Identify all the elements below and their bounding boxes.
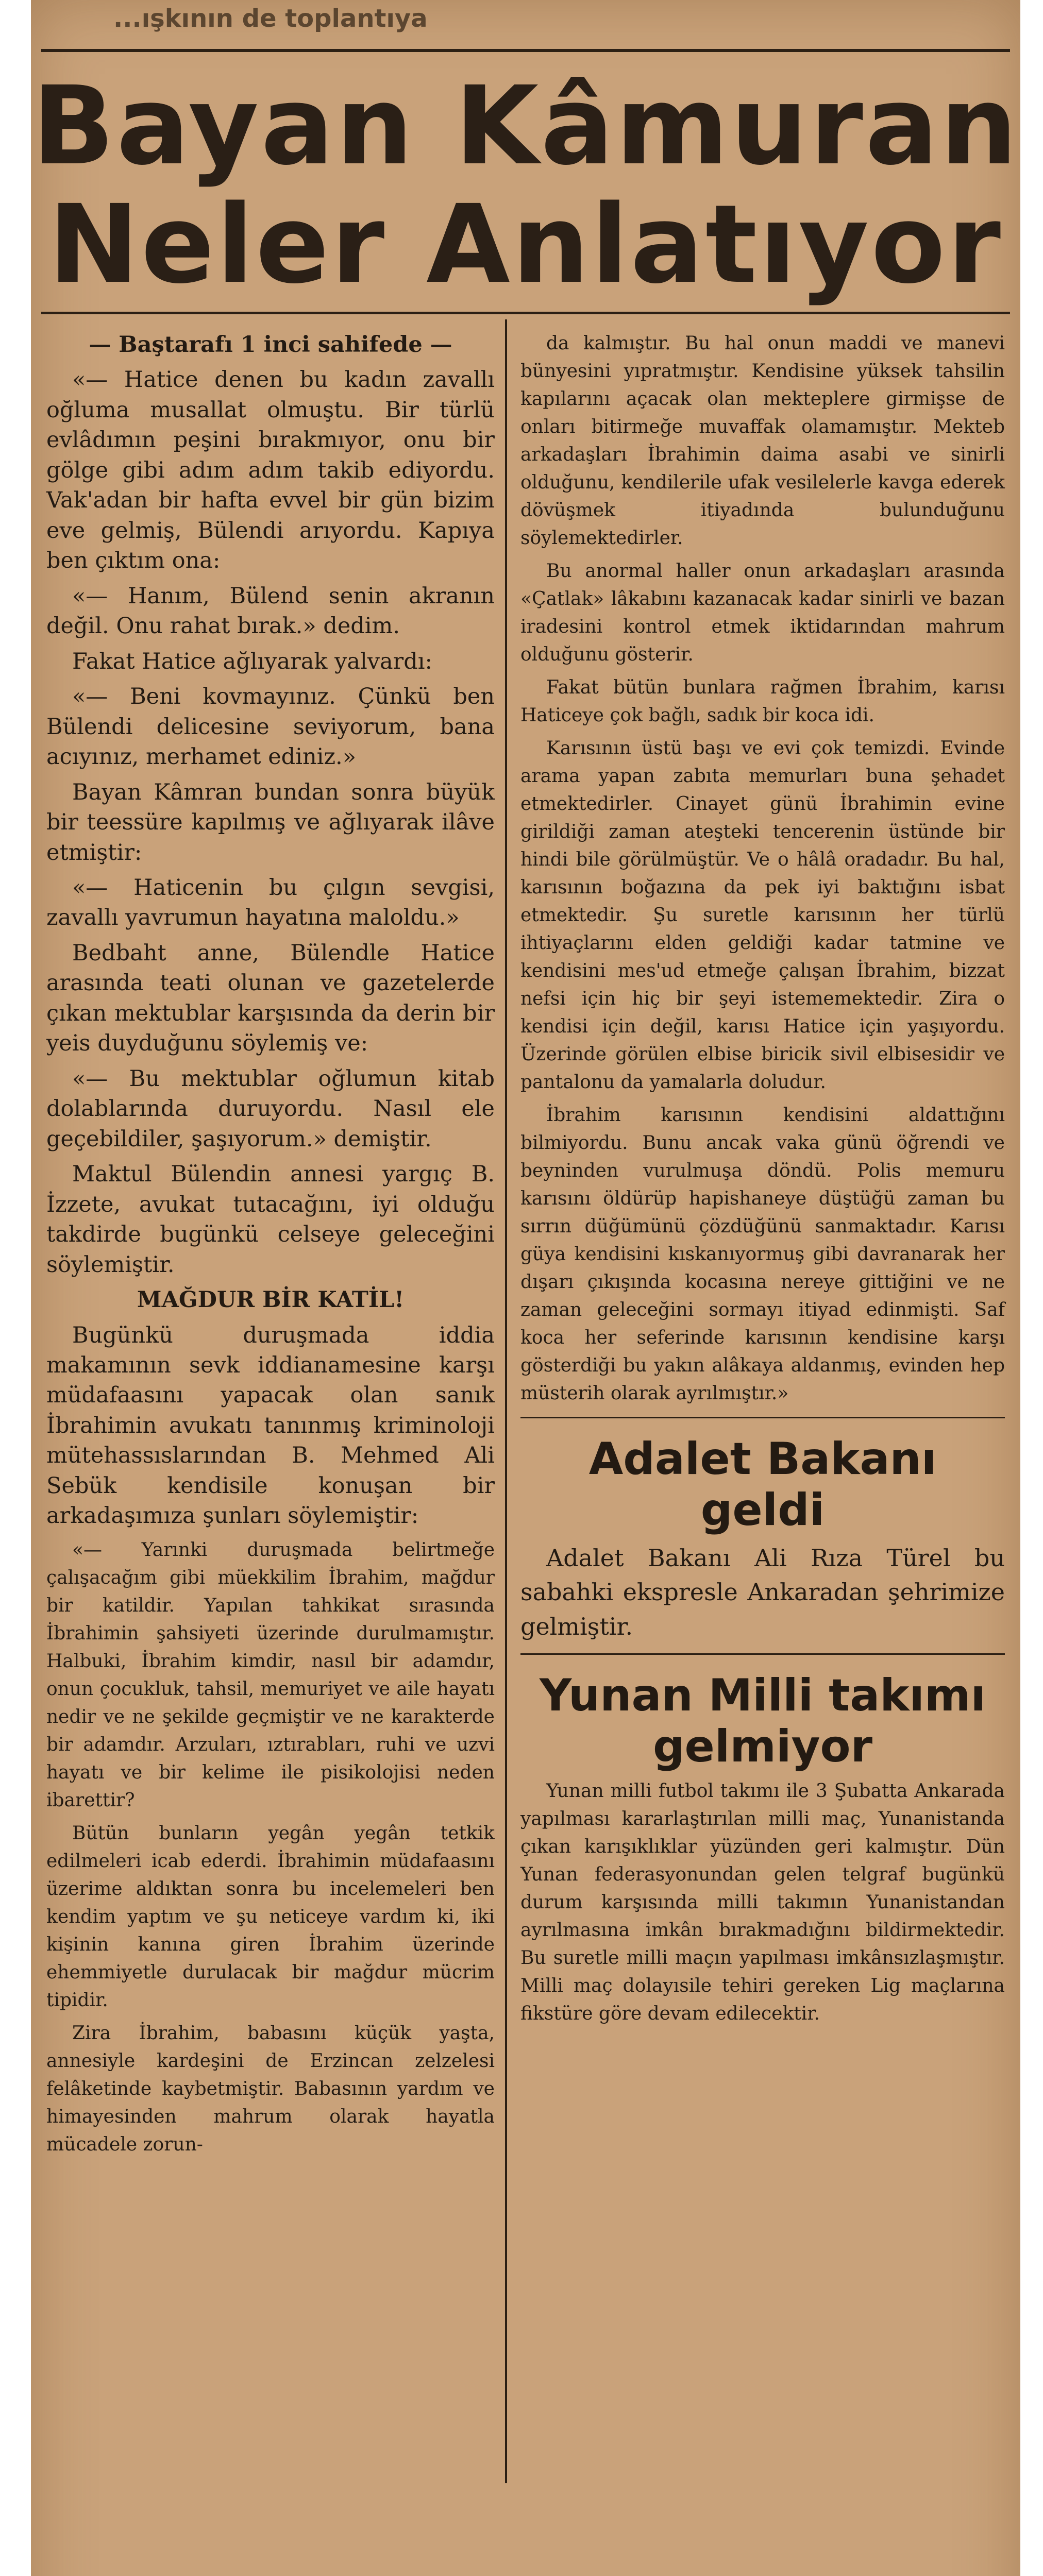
section-body-adalet: Adalet Bakanı Ali Rıza Türel bu sabahki ekspresle Ankaradan şehrimize gelmiştir. [520,1544,1005,1641]
right-column-paragraph: Fakat bütün bunlara rağmen İbrahim, karısı Haticeye çok bağlı, sadık bir koca idi. [520,677,1005,726]
left-column [46,330,495,2164]
right-column-paragraphs [520,330,1005,1408]
headline-rule [41,312,1010,314]
left-column-paragraph: «— Yarınki duruşmada belirtmeğe çalışacağım gibi müekkilim İbrahim, mağdur bir katildir. Yapılan tahkikat sırasında İbrahimin şahsiyeti üzerinde durulmamıştır. Halbuki, İbrahim kimdir, nasıl bir adamdır, onun çocukluk, tahsil, memuriyet ve aile hayatı nedir ve ne şekilde geçmiştir ve ne karakterde bir adamdır. Arzuları, ıztırabları, ruhi ve uzvi hayatı ve bir kelime ile pisikolojisi neden ibarettir? [46,1539,495,1811]
right-column-paragraph: Karısının üstü başı ve evi çok temizdi. Evinde arama yapan zabıta memurları buna şehadet etmektedirler. Cinayet günü İbrahimin evine girildiği zaman ateşteki tencerenin üstünde bir hindi bile görülmüştür. Ve o hâlâ oradadır. Bu hal, karısının boğazına da pek iyi baktığını isbat etmektedir. Şu suretle karısının her türlü ihtiyaçlarını elden geldiği kadar tatmine ve kendisini mes'ud etmeğe çalışan İbrahim, bizzat nefsi için hiç bir şeyi istememektedir. Zira o kendisi için değil, karısı Hatice için yaşıyordu. Üzerinde görülen elbise biricik sivil elbisesidir ve pantalonu da yamalarla doludur. [520,738,1005,1093]
left-column-paragraph: — Baştarafı 1 inci sahifede — [89,332,452,358]
left-column-paragraph: «— Hatice denen bu kadın zavallı oğluma musallat olmuştu. Bir türlü evlâdımın peşini bırakmıyor, onu bir gölge gibi adım adım takib ediyordu. Vak'adan bir hafta evvel bir gün bizim eve gelmiş, Bülendi arıyordu. Kapıya ben çıktım ona: [46,367,495,574]
left-column-paragraph: Bedbaht anne, Bülendle Hatice arasında teati olunan ve gazetelerde çıkan mektublar karşısında da derin bir yeis duyduğunu söylemiş ve: [46,940,495,1057]
top-rule [41,49,1010,52]
headline-line-1: Bayan Kâmuran [31,63,1020,189]
section-separator [520,1417,1005,1418]
left-column-paragraph: Maktul Bülendin annesi yargıç B. İzzete, avukat tutacağını, iyi olduğu takdirde bugünkü celseye geleceğini söylemiştir. [46,1161,495,1278]
right-column-paragraph: da kalmıştır. Bu hal onun maddi ve manevi bünyesini yıpratmıştır. Kendisine yüksek tahsilin kapılarını açacak olan mekteplere girmişse de onları bitirmeğe muvaffak olamamıştır. Mekteb arkadaşları İbrahimin daima asabi ve sinirli olduğunu, kendilerile ufak vesilelerle kavga ederek dövüşmek itiyadında bulunduğunu söylemektedirler. [520,333,1005,549]
left-column-paragraph: Bütün bunların yegân yegân tetkik edilmeleri icab ederdi. İbrahimin müdafaasını üzerime aldıktan sonra bu incelemeleri ben kendim yaptım ve şu neticeye vardım ki, iki kişinin kanına giren İbrahim üzerinde ehemmiyetle durulacak bir mağdur mücrim tipidir. [46,1822,495,2011]
right-column-paragraph: Bu anormal haller onun arkadaşları arasında «Çatlak» lâkabını kazanacak kadar sinirli ve bazan iradesini kontrol etmek iktidarından mahrum olduğunu gösterir. [520,561,1005,665]
right-column-paragraph: İbrahim karısının kendisini aldattığını bilmiyordu. Bunu ancak vaka günü öğrendi ve beyninden vurulmuşa döndü. Polis memuru karısını öldürüp hapishaneye düştüğü zaman bu sırrın düğümünü çözdüğünü sanmaktadır. Karısı güya kendisini kıskanıyormuş gibi davranarak her dışarı çıkışında kocasına nereye gittiğini ve ne zaman geleceğini sormayı itiyad edinmişti. Saf koca her seferinde karısının kendisine karşı gösterdiği bu yakın alâkaya aldanmış, evinden hep müsterih olarak ayrılmıştır.» [520,1105,1005,1404]
left-column-paragraph: «— Haticenin bu çılgın sevgisi, zavallı yavrumun hayatına maloldu.» [46,874,495,931]
section-body-yunan: Yunan milli futbol takımı ile 3 Şubatta Ankarada yapılması kararlaştırılan milli maç, Yunanistanda çıkan karışıklıklar yüzünden geri kalmıştır. Dün Yunan federasyonundan gelen telgraf bugünkü durum karşısında milli takımın Yunanistandan ayrılmasına imkân bırakmadığını bildirmektedir. Bu suretle milli maçın yapılması imkânsızlaşmıştır. Milli maç dolayısile tehiri gereken Lig maçlarına fikstüre göre devam edilecektir. [520,1780,1005,2024]
left-column-paragraph: Bugünkü duruşmada iddia makamının sevk iddianamesine karşı müdafaasını yapacak olan sanık İbrahimin avukatı tanınmış kriminoloji mütehassıslarından B. Mehmed Ali Sebük kendisile konuşan bir arkadaşımıza şunları söylemiştir: [46,1322,495,1529]
top-strip-text: ...ışkının de toplantıya [113,4,428,33]
section-separator-2 [520,1653,1005,1655]
column-divider [505,319,507,2483]
left-column-paragraph: «— Bu mektublar oğlumun kitab dolablarında duruyordu. Nasıl ele geçebildiler, şaşıyorum.» demiştir. [46,1065,495,1152]
headline-line-2: Neler Anlatıyor [48,181,1003,308]
left-column-paragraph: MAĞDUR BİR KATİL! [137,1287,405,1313]
section-title-yunan: Yunan Milli takımı gelmiyor [539,1669,986,1772]
left-column-paragraph: Bayan Kâmran bundan sonra büyük bir teessüre kapılmış ve ağlıyarak ilâve etmiştir: [46,779,495,866]
left-column-paragraph: Zira İbrahim, babasını küçük yaşta, annesiyle kardeşini de Erzincan zelzelesi felâketinde kaybetmiştir. Babasının yardım ve himayesinden mahrum olarak hayatla mücadele zorun- [46,2022,495,2155]
section-title-adalet: Adalet Bakanı geldi [588,1433,937,1536]
right-column [520,330,1005,2033]
left-column-paragraph: Fakat Hatice ağlıyarak yalvardı: [72,648,433,674]
newspaper-clipping [31,0,1020,2576]
left-column-paragraph: «— Beni kovmayınız. Çünkü ben Bülendi delicesine seviyorum, bana acıyınız, merhamet ediniz.» [46,684,495,770]
left-column-paragraph: «— Hanım, Bülend senin akranın değil. Onu rahat bırak.» dedim. [46,583,495,639]
